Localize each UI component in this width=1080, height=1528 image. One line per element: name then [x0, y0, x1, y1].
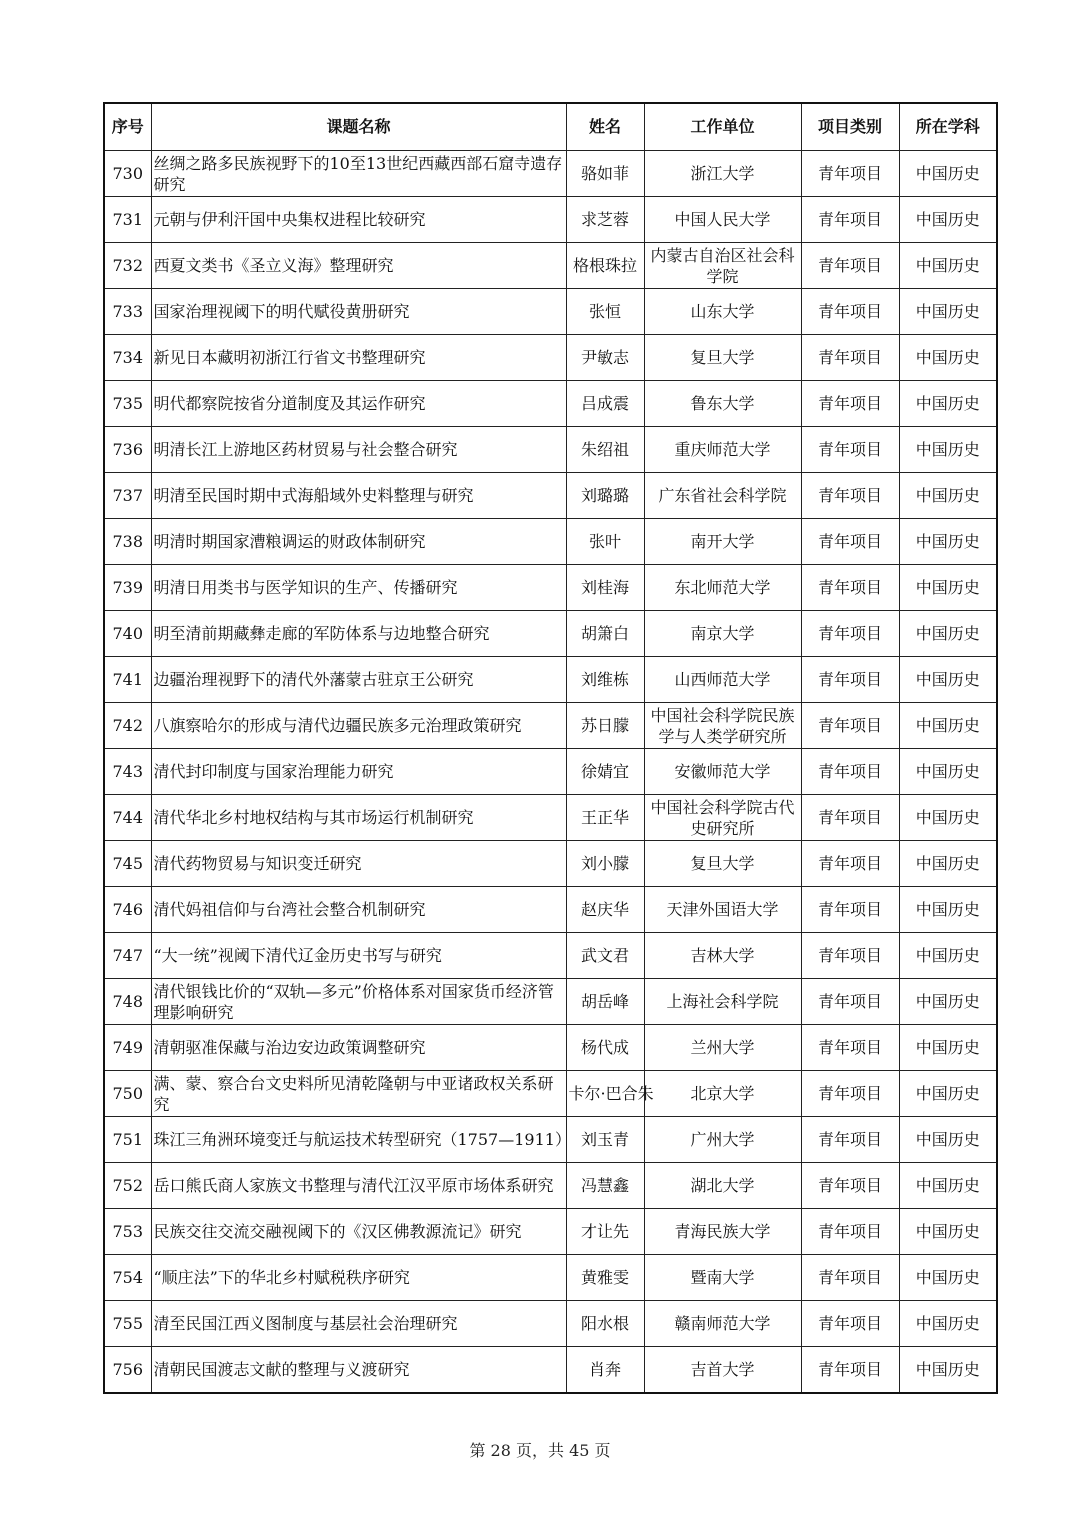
- row-organization: 鲁东大学: [644, 381, 801, 427]
- table-body: [104, 151, 997, 1394]
- row-category: 青年项目: [801, 1117, 899, 1163]
- header-category: 项目类别: [801, 103, 899, 151]
- table-row: [104, 381, 997, 427]
- row-discipline: 中国历史: [899, 243, 997, 289]
- row-name: 尹敏志: [566, 335, 644, 381]
- row-name: 张恒: [566, 289, 644, 335]
- page-number: 第 28 页，共 45 页: [469, 1441, 611, 1460]
- project-list-sheet: [103, 102, 996, 1394]
- row-name: 胡岳峰: [566, 979, 644, 1025]
- row-index: 754: [104, 1255, 151, 1301]
- table-header-row: [104, 103, 997, 151]
- table-row: [104, 289, 997, 335]
- row-title: 清朝驱准保藏与治边安边政策调整研究: [151, 1025, 566, 1071]
- row-name: 张叶: [566, 519, 644, 565]
- row-index: 755: [104, 1301, 151, 1347]
- row-discipline: 中国历史: [899, 933, 997, 979]
- row-organization: 吉林大学: [644, 933, 801, 979]
- table-row: [104, 1301, 997, 1347]
- row-organization: 广州大学: [644, 1117, 801, 1163]
- row-category: 青年项目: [801, 565, 899, 611]
- row-title: 清朝民国渡志文献的整理与义渡研究: [151, 1347, 566, 1394]
- row-discipline: 中国历史: [899, 979, 997, 1025]
- row-index: 750: [104, 1071, 151, 1117]
- row-category: 青年项目: [801, 381, 899, 427]
- row-discipline: 中国历史: [899, 703, 997, 749]
- row-organization: 兰州大学: [644, 1025, 801, 1071]
- row-index: 731: [104, 197, 151, 243]
- row-name: 格根珠拉: [566, 243, 644, 289]
- row-organization: 内蒙古自治区社会科学院: [644, 243, 801, 289]
- row-organization: 山西师范大学: [644, 657, 801, 703]
- row-organization: 暨南大学: [644, 1255, 801, 1301]
- row-name: 苏日朦: [566, 703, 644, 749]
- table-row: [104, 1209, 997, 1255]
- row-title: 明清至民国时期中式海船域外史料整理与研究: [151, 473, 566, 519]
- row-index: 748: [104, 979, 151, 1025]
- row-discipline: 中国历史: [899, 335, 997, 381]
- row-discipline: 中国历史: [899, 519, 997, 565]
- row-organization: 北京大学: [644, 1071, 801, 1117]
- row-category: 青年项目: [801, 151, 899, 197]
- table-row: [104, 1117, 997, 1163]
- row-title: 清代银钱比价的“双轨—多元”价格体系对国家货币经济管理影响研究: [151, 979, 566, 1025]
- row-index: 751: [104, 1117, 151, 1163]
- row-name: 武文君: [566, 933, 644, 979]
- row-title: 明清时期国家漕粮调运的财政体制研究: [151, 519, 566, 565]
- row-organization: 天津外国语大学: [644, 887, 801, 933]
- row-category: 青年项目: [801, 519, 899, 565]
- row-index: 734: [104, 335, 151, 381]
- row-index: 746: [104, 887, 151, 933]
- row-category: 青年项目: [801, 1071, 899, 1117]
- row-name: 冯慧鑫: [566, 1163, 644, 1209]
- row-organization: 吉首大学: [644, 1347, 801, 1394]
- row-organization: 重庆师范大学: [644, 427, 801, 473]
- row-title: 清代封印制度与国家治理能力研究: [151, 749, 566, 795]
- row-title: 满、蒙、察合台文史料所见清乾隆朝与中亚诸政权关系研究: [151, 1071, 566, 1117]
- row-index: 732: [104, 243, 151, 289]
- row-organization: 浙江大学: [644, 151, 801, 197]
- row-title: 岳口熊氏商人家族文书整理与清代江汉平原市场体系研究: [151, 1163, 566, 1209]
- table-row: [104, 427, 997, 473]
- header-name: 姓名: [566, 103, 644, 151]
- table-row: [104, 1347, 997, 1394]
- row-category: 青年项目: [801, 1347, 899, 1394]
- table-row: [104, 335, 997, 381]
- table-row: [104, 611, 997, 657]
- row-index: 744: [104, 795, 151, 841]
- row-organization: 山东大学: [644, 289, 801, 335]
- row-name: 胡箫白: [566, 611, 644, 657]
- table-row: [104, 657, 997, 703]
- row-name: 求芝蓉: [566, 197, 644, 243]
- row-title: 八旗察哈尔的形成与清代边疆民族多元治理政策研究: [151, 703, 566, 749]
- row-category: 青年项目: [801, 427, 899, 473]
- row-category: 青年项目: [801, 335, 899, 381]
- row-discipline: 中国历史: [899, 1209, 997, 1255]
- row-name: 朱绍祖: [566, 427, 644, 473]
- row-title: 清至民国江西义图制度与基层社会治理研究: [151, 1301, 566, 1347]
- table-row: [104, 979, 997, 1025]
- row-title: 西夏文类书《圣立义海》整理研究: [151, 243, 566, 289]
- row-discipline: 中国历史: [899, 197, 997, 243]
- row-title: “大一统”视阈下清代辽金历史书写与研究: [151, 933, 566, 979]
- row-discipline: 中国历史: [899, 1071, 997, 1117]
- row-category: 青年项目: [801, 473, 899, 519]
- row-title: 明清日用类书与医学知识的生产、传播研究: [151, 565, 566, 611]
- row-title: 元朝与伊利汗国中央集权进程比较研究: [151, 197, 566, 243]
- row-organization: 安徽师范大学: [644, 749, 801, 795]
- header-organization: 工作单位: [644, 103, 801, 151]
- row-discipline: 中国历史: [899, 1163, 997, 1209]
- row-index: 740: [104, 611, 151, 657]
- row-category: 青年项目: [801, 1301, 899, 1347]
- row-name: 杨代成: [566, 1025, 644, 1071]
- row-organization: 南开大学: [644, 519, 801, 565]
- row-discipline: 中国历史: [899, 427, 997, 473]
- row-category: 青年项目: [801, 1209, 899, 1255]
- row-name: 王正华: [566, 795, 644, 841]
- table-row: [104, 749, 997, 795]
- row-organization: 青海民族大学: [644, 1209, 801, 1255]
- row-index: 753: [104, 1209, 151, 1255]
- row-category: 青年项目: [801, 979, 899, 1025]
- row-name: 才让先: [566, 1209, 644, 1255]
- table-row: [104, 1255, 997, 1301]
- row-category: 青年项目: [801, 933, 899, 979]
- row-name: 刘桂海: [566, 565, 644, 611]
- table-row: [104, 519, 997, 565]
- row-category: 青年项目: [801, 611, 899, 657]
- row-discipline: 中国历史: [899, 1117, 997, 1163]
- row-title: 珠江三角洲环境变迁与航运技术转型研究（1757—1911）: [151, 1117, 566, 1163]
- row-discipline: 中国历史: [899, 1347, 997, 1394]
- row-organization: 中国社会科学院民族学与人类学研究所: [644, 703, 801, 749]
- row-name: 卡尔·巴合朱: [566, 1071, 644, 1117]
- row-title: 丝绸之路多民族视野下的10至13世纪西藏西部石窟寺遗存研究: [151, 151, 566, 197]
- row-discipline: 中国历史: [899, 1025, 997, 1071]
- row-title: 清代药物贸易与知识变迁研究: [151, 841, 566, 887]
- table-row: [104, 933, 997, 979]
- row-category: 青年项目: [801, 703, 899, 749]
- row-organization: 广东省社会科学院: [644, 473, 801, 519]
- row-organization: 上海社会科学院: [644, 979, 801, 1025]
- row-index: 735: [104, 381, 151, 427]
- row-name: 骆如菲: [566, 151, 644, 197]
- row-discipline: 中国历史: [899, 1301, 997, 1347]
- row-index: 742: [104, 703, 151, 749]
- row-category: 青年项目: [801, 887, 899, 933]
- row-discipline: 中国历史: [899, 151, 997, 197]
- row-title: 明清长江上游地区药材贸易与社会整合研究: [151, 427, 566, 473]
- row-discipline: 中国历史: [899, 381, 997, 427]
- row-name: 刘玉青: [566, 1117, 644, 1163]
- row-organization: 湖北大学: [644, 1163, 801, 1209]
- row-organization: 复旦大学: [644, 335, 801, 381]
- row-category: 青年项目: [801, 289, 899, 335]
- row-index: 749: [104, 1025, 151, 1071]
- row-index: 736: [104, 427, 151, 473]
- row-title: 清代华北乡村地权结构与其市场运行机制研究: [151, 795, 566, 841]
- table-row: [104, 703, 997, 749]
- row-organization: 中国社会科学院古代史研究所: [644, 795, 801, 841]
- row-discipline: 中国历史: [899, 611, 997, 657]
- row-title: 新见日本藏明初浙江行省文书整理研究: [151, 335, 566, 381]
- table-row: [104, 1025, 997, 1071]
- row-title: 国家治理视阈下的明代赋役黄册研究: [151, 289, 566, 335]
- row-title: 民族交往交流交融视阈下的《汉区佛教源流记》研究: [151, 1209, 566, 1255]
- table-row: [104, 243, 997, 289]
- header-index: 序号: [104, 103, 151, 151]
- row-index: 747: [104, 933, 151, 979]
- table-row: [104, 151, 997, 197]
- table-row: [104, 473, 997, 519]
- row-category: 青年项目: [801, 1163, 899, 1209]
- row-name: 刘小朦: [566, 841, 644, 887]
- row-discipline: 中国历史: [899, 473, 997, 519]
- row-index: 741: [104, 657, 151, 703]
- row-title: 明至清前期藏彝走廊的军防体系与边地整合研究: [151, 611, 566, 657]
- row-organization: 南京大学: [644, 611, 801, 657]
- row-name: 肖奔: [566, 1347, 644, 1394]
- row-discipline: 中国历史: [899, 657, 997, 703]
- row-discipline: 中国历史: [899, 749, 997, 795]
- row-name: 徐婧宜: [566, 749, 644, 795]
- table-row: [104, 887, 997, 933]
- row-index: 738: [104, 519, 151, 565]
- table-row: [104, 1071, 997, 1117]
- row-name: 刘璐璐: [566, 473, 644, 519]
- row-category: 青年项目: [801, 841, 899, 887]
- row-discipline: 中国历史: [899, 795, 997, 841]
- row-discipline: 中国历史: [899, 841, 997, 887]
- table-row: [104, 795, 997, 841]
- row-title: 明代都察院按省分道制度及其运作研究: [151, 381, 566, 427]
- row-index: 756: [104, 1347, 151, 1394]
- row-name: 赵庆华: [566, 887, 644, 933]
- row-index: 745: [104, 841, 151, 887]
- row-organization: 东北师范大学: [644, 565, 801, 611]
- row-category: 青年项目: [801, 197, 899, 243]
- row-category: 青年项目: [801, 1025, 899, 1071]
- row-index: 737: [104, 473, 151, 519]
- row-title: “顺庄法”下的华北乡村赋税秩序研究: [151, 1255, 566, 1301]
- row-organization: 赣南师范大学: [644, 1301, 801, 1347]
- row-category: 青年项目: [801, 749, 899, 795]
- row-discipline: 中国历史: [899, 887, 997, 933]
- row-name: 阳水根: [566, 1301, 644, 1347]
- row-index: 743: [104, 749, 151, 795]
- table-row: [104, 565, 997, 611]
- row-index: 733: [104, 289, 151, 335]
- row-name: 黄雅雯: [566, 1255, 644, 1301]
- table-row: [104, 197, 997, 243]
- project-table: [103, 102, 998, 1394]
- table-row: [104, 1163, 997, 1209]
- row-title: 边疆治理视野下的清代外藩蒙古驻京王公研究: [151, 657, 566, 703]
- row-index: 752: [104, 1163, 151, 1209]
- row-discipline: 中国历史: [899, 289, 997, 335]
- row-index: 730: [104, 151, 151, 197]
- row-organization: 中国人民大学: [644, 197, 801, 243]
- header-discipline: 所在学科: [899, 103, 997, 151]
- row-discipline: 中国历史: [899, 565, 997, 611]
- row-organization: 复旦大学: [644, 841, 801, 887]
- row-category: 青年项目: [801, 657, 899, 703]
- row-index: 739: [104, 565, 151, 611]
- row-discipline: 中国历史: [899, 1255, 997, 1301]
- table-row: [104, 841, 997, 887]
- row-name: 刘维栋: [566, 657, 644, 703]
- row-category: 青年项目: [801, 1255, 899, 1301]
- header-title: 课题名称: [151, 103, 566, 151]
- row-category: 青年项目: [801, 243, 899, 289]
- row-title: 清代妈祖信仰与台湾社会整合机制研究: [151, 887, 566, 933]
- row-name: 吕成震: [566, 381, 644, 427]
- row-category: 青年项目: [801, 795, 899, 841]
